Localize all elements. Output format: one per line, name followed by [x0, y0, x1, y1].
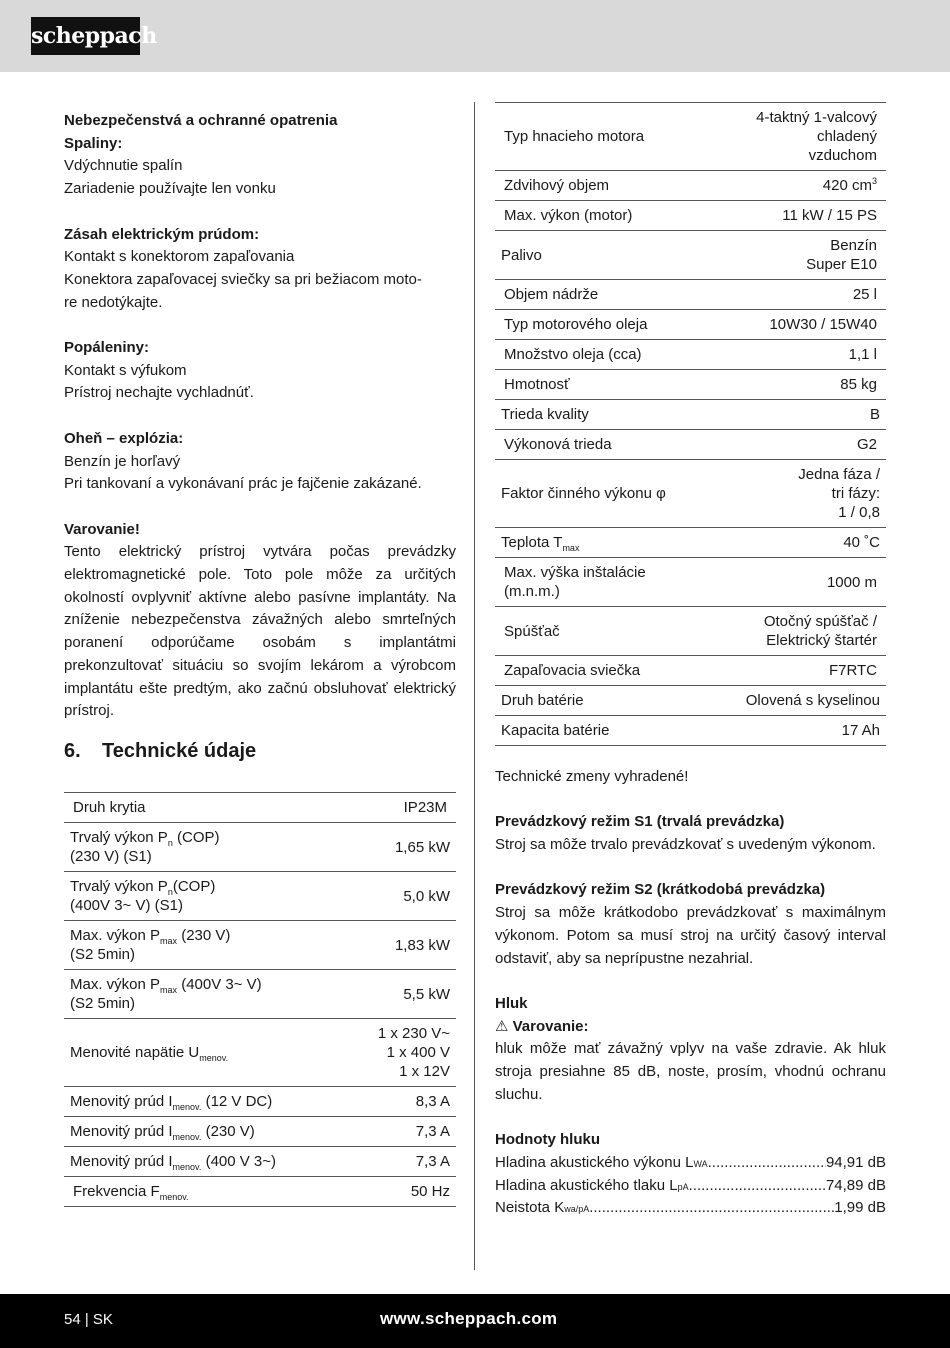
spec-label: Menovitý prúd $I_{menov.}$ (12 V DC)	[64, 1087, 347, 1117]
lpa-value: 74,89 dB	[825, 1176, 886, 1194]
s2-title: Prevádzkový režim S2 (krátkodobá prevádzka)	[495, 881, 826, 899]
spec-value: 5,0 kW	[347, 872, 456, 921]
spec-value: 50 Hz	[347, 1177, 456, 1207]
noise-text: hluk môže mať závažný vplyv na vaše zdravie. Ak hluk stroja presiahne 85 dB, noste, prosím, vhodnú ochranu sluchu.	[495, 1040, 886, 1103]
table-row	[495, 558, 886, 607]
spec-label: Max. výkon (motor)	[495, 201, 709, 231]
table-row	[495, 607, 886, 656]
section-heading	[64, 740, 256, 763]
spec-value: 1,65 kW	[347, 823, 456, 872]
spec-value: Otočný spúšťač / Elektrický štartér	[709, 607, 886, 656]
lpa-row: Hladina akustického tlaku L pA ..... 74,89 dB	[495, 1175, 886, 1198]
spec-value: 1,1 l	[709, 340, 886, 370]
spec-label: Teplota $T_{max}$	[495, 528, 709, 558]
table-row	[495, 686, 886, 716]
spec-label: Palivo	[495, 231, 709, 280]
spec-label: Frekvencia $F_{menov.}$	[64, 1177, 347, 1207]
exhaust-line-1: Vdýchnutie spalín	[64, 157, 183, 175]
shock-line-1: Kontakt s konektorom zapaľovania	[64, 248, 295, 266]
spec-value: 8,3 A	[347, 1087, 456, 1117]
exhaust-line-2: Zariadenie používajte len vonku	[64, 180, 276, 198]
burns-line-1: Kontakt s výfukom	[64, 361, 187, 379]
spec-value: F7RTC	[709, 656, 886, 686]
spec-label: Výkonová trieda	[495, 430, 709, 460]
section-number: 6.	[64, 740, 81, 762]
spec-value: 85 kg	[709, 370, 886, 400]
safety-hazards-section	[64, 110, 456, 723]
spec-label: Spúšťač	[495, 607, 709, 656]
table-row	[64, 872, 456, 921]
spec-value: 4-taktný 1-valcový chladený vzduchom	[709, 103, 886, 171]
table-row	[495, 310, 886, 340]
spec-value: IP23M	[347, 793, 456, 823]
table-row	[495, 460, 886, 528]
spec-value: B	[709, 400, 886, 430]
spec-value: 25 l	[709, 280, 886, 310]
spec-value: Olovená s kyselinou	[709, 686, 886, 716]
warning-text: Tento elektrický prístroj vytvára počas prevádzky elektromagnetické pole. Toto pole môže za určitých okolností ovplyvniť aktívne alebo pasívne implantáty. Na zníženie nebezpečenstva závažných alebo smrteľných poranení odporúčame osobám s implantátmi prekonzultovať situáciu so svojím lekárom a výrobcom implantátu ešte predtým, ako začnú obsluhovať elektrický prístroj.	[64, 543, 456, 720]
table-row	[64, 1019, 456, 1087]
spec-label: Menovitý prúd $I_{menov.}$ (230 V)	[64, 1117, 347, 1147]
spec-label: Kapacita batérie	[495, 716, 709, 746]
fire-title: Oheň – explózia:	[64, 429, 184, 447]
operating-modes-section	[495, 766, 886, 1220]
table-row	[495, 231, 886, 280]
table-row	[495, 201, 886, 231]
table-row	[64, 921, 456, 970]
spec-label: Faktor činného výkonu φ	[495, 460, 709, 528]
table-row	[495, 400, 886, 430]
spec-label: Objem nádrže	[495, 280, 709, 310]
table-row	[64, 1117, 456, 1147]
spec-value: 1 x 230 V~ 1 x 400 V 1 x 12V	[347, 1019, 456, 1087]
spec-label: Max. výkon $P_{max}$ (230 V) (S2 5min)	[64, 921, 347, 970]
spec-value: Benzín Super E10	[709, 231, 886, 280]
burns-title: Popáleniny:	[64, 339, 150, 356]
table-row	[495, 656, 886, 686]
page-number: 54 | SK	[64, 1311, 113, 1328]
table-row	[495, 528, 886, 558]
spec-value: 40 ˚C	[709, 528, 886, 558]
table-row	[64, 1087, 456, 1117]
scheppach-logo: scheppach	[31, 17, 140, 55]
spec-label: Menovitý prúd $I_{menov.}$ (400 V 3~)	[64, 1147, 347, 1177]
spec-label: Menovité napätie $U_{menov.}$	[64, 1019, 347, 1087]
table-row	[495, 103, 886, 171]
burns-line-2: Prístroj nechajte vychladnúť.	[64, 384, 254, 402]
spec-value: Jedna fáza / tri fázy: 1 / 0,8	[709, 460, 886, 528]
spec-label: Max. výška inštalácie (m.n.m.)	[495, 558, 709, 607]
s1-title: Prevádzkový režim S1 (trvalá prevádzka)	[495, 813, 785, 831]
shock-line-3: re nedotýkajte.	[64, 293, 163, 311]
page-footer	[0, 1294, 950, 1348]
spec-label: Druh krytia	[64, 793, 347, 823]
table-row	[495, 716, 886, 746]
spec-value: 420 $cm^3$	[709, 171, 886, 201]
spec-value: 17 Ah	[709, 716, 886, 746]
spec-value: 7,3 A	[347, 1117, 456, 1147]
table-row	[64, 1177, 456, 1207]
exhaust-title: Spaliny:	[64, 134, 123, 152]
warning-triangle-icon: ⚠	[495, 1017, 509, 1035]
table-row	[495, 430, 886, 460]
table-row	[64, 970, 456, 1019]
table-row	[495, 370, 886, 400]
spec-value: 11 kW / 15 PS	[709, 201, 886, 231]
warning-title: Varovanie!	[64, 520, 140, 538]
spec-value: 1000 m	[709, 558, 886, 607]
header-band	[0, 0, 950, 72]
spec-value: 10W30 / 15W40	[709, 310, 886, 340]
technical-changes-note: Technické zmeny vyhradené!	[495, 768, 689, 785]
shock-title: Zásah elektrickým prúdom:	[64, 225, 260, 243]
section-title: Technické údaje	[102, 740, 257, 762]
lwa-row: Hladina akustického výkonu L WA ..... 94,91 dB	[495, 1152, 886, 1175]
noise-values-title: Hodnoty hluku	[495, 1131, 600, 1149]
table-row	[64, 823, 456, 872]
fire-line-1: Benzín je horľavý	[64, 452, 181, 470]
noise-title: Hluk	[495, 994, 528, 1012]
spec-label: Množstvo oleja (cca)	[495, 340, 709, 370]
noise-warning: ⚠ Varovanie:	[495, 1017, 589, 1035]
table-row	[64, 1147, 456, 1177]
spec-label: Zapaľovacia sviečka	[495, 656, 709, 686]
electrical-specs-table	[64, 792, 456, 1207]
spec-label: Zdvihový objem	[495, 171, 709, 201]
spec-value: G2	[709, 430, 886, 460]
table-row	[495, 171, 886, 201]
s2-text: Stroj sa môže krátkodobo prevádzkovať s maximálnym výkonom. Potom sa musí stroj na určitý časový interval odstaviť, aby sa neprípustne nezahrial.	[495, 904, 886, 967]
spec-label: Max. výkon $P_{max}$ (400V 3~ V) (S2 5min)	[64, 970, 347, 1019]
table-row	[64, 793, 456, 823]
s1-text: Stroj sa môže trvalo prevádzkovať s uvedeným výkonom.	[495, 836, 876, 854]
column-divider	[474, 102, 475, 1270]
engine-specs-table	[495, 102, 886, 746]
spec-value: 7,3 A	[347, 1147, 456, 1177]
spec-label: Hmotnosť	[495, 370, 709, 400]
hazards-title: Nebezpečenstvá a ochranné opatrenia	[64, 112, 338, 129]
spec-value: 1,83 kW	[347, 921, 456, 970]
spec-label: Trieda kvality	[495, 400, 709, 430]
table-row	[495, 280, 886, 310]
shock-line-2: Konektora zapaľovacej sviečky sa pri bežiacom moto-	[64, 270, 422, 288]
spec-label: Typ hnacieho motora	[495, 103, 709, 171]
uncertainty-value: 1,99 dB	[834, 1199, 886, 1217]
fire-line-2: Pri tankovaní a vykonávaní prác je fajčenie zakázané.	[64, 475, 422, 493]
spec-label: Druh batérie	[495, 686, 709, 716]
lwa-value: 94,91 dB	[825, 1153, 886, 1171]
table-row	[495, 340, 886, 370]
spec-label: Typ motorového oleja	[495, 310, 709, 340]
footer-url: www.scheppach.com	[380, 1309, 558, 1328]
spec-label: Trvalý výkon $P_n(COP)$ (400V 3~ V) (S1)	[64, 872, 347, 921]
uncertainty-row: Neistota K wa/pA ..... 1,99 dB	[495, 1197, 886, 1220]
spec-label: Trvalý výkon $P_n$ (COP) (230 V) (S1)	[64, 823, 347, 872]
spec-value: 5,5 kW	[347, 970, 456, 1019]
